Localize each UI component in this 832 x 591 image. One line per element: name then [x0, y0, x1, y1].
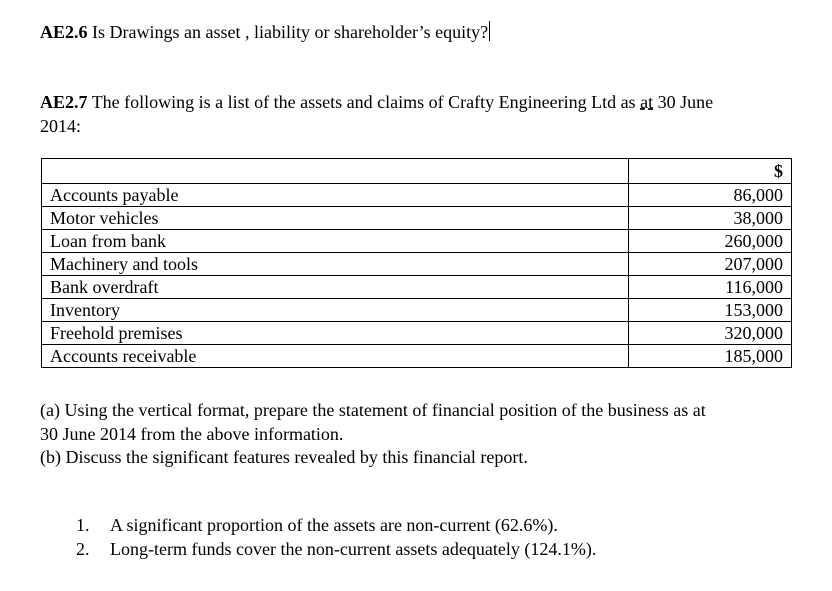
- answer-number: 2.: [76, 539, 90, 559]
- table-row: [42, 230, 792, 253]
- question-text: The following is a list of the assets and claims of Crafty Engineering Ltd as: [87, 92, 641, 112]
- row-label: Loan from bank: [42, 230, 629, 253]
- task-a-line2: 30 June 2014 from the above information.: [40, 424, 344, 444]
- row-label: Freehold premises: [42, 322, 629, 345]
- table-row: [42, 276, 792, 299]
- table-row: [42, 184, 792, 207]
- row-label: Motor vehicles: [42, 207, 629, 230]
- header-label-cell: [42, 159, 629, 184]
- question-number: AE2.7: [40, 92, 88, 112]
- answer-list-item: [76, 513, 558, 537]
- row-label: Accounts payable: [42, 184, 629, 207]
- row-label: Bank overdraft: [42, 276, 629, 299]
- question-ae2-6: [40, 20, 490, 44]
- row-label: Accounts receivable: [42, 345, 629, 368]
- answer-number: 1.: [76, 515, 90, 535]
- row-amount: 185,000: [629, 345, 792, 368]
- row-label: Machinery and tools: [42, 253, 629, 276]
- row-amount: 207,000: [629, 253, 792, 276]
- answer-list-item: [76, 537, 596, 561]
- answer-text: A significant proportion of the assets are non-current (62.6%).: [110, 515, 558, 535]
- task-b: (b) Discuss the significant features revealed by this financial report.: [40, 447, 528, 467]
- underlined-word: at: [640, 92, 654, 112]
- task-a-line1: (a) Using the vertical format, prepare the statement of financial position of the business as at: [40, 400, 706, 420]
- question-text: Is Drawings an asset , liability or shareholder’s equity?: [87, 22, 489, 42]
- table-row: [42, 207, 792, 230]
- question-ae2-7: [40, 90, 713, 114]
- text-cursor: [489, 21, 490, 41]
- table-row: [42, 322, 792, 345]
- table-row: [42, 253, 792, 276]
- row-amount: 260,000: [629, 230, 792, 253]
- question-ae2-7-line2: 2014:: [40, 116, 82, 136]
- assets-claims-table: [41, 158, 792, 368]
- table-header-row: [42, 159, 792, 184]
- row-amount: 320,000: [629, 322, 792, 345]
- question-number: AE2.6: [40, 22, 88, 42]
- answer-text: Long-term funds cover the non-current assets adequately (124.1%).: [110, 539, 597, 559]
- row-amount: 116,000: [629, 276, 792, 299]
- table-row: [42, 345, 792, 368]
- table-row: [42, 299, 792, 322]
- row-amount: 86,000: [629, 184, 792, 207]
- currency-header: $: [629, 159, 792, 184]
- row-amount: 38,000: [629, 207, 792, 230]
- question-text-end: 30 June: [653, 92, 714, 112]
- row-label: Inventory: [42, 299, 629, 322]
- row-amount: 153,000: [629, 299, 792, 322]
